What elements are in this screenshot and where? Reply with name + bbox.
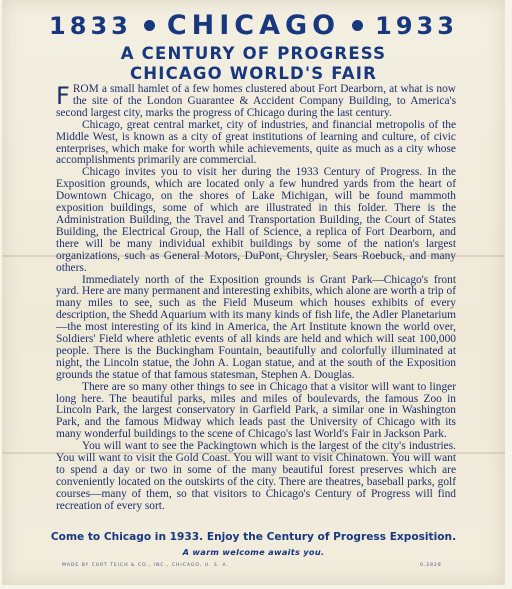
paragraph-text: ROM a small hamlet of a few homes clustered about Fort Dearborn, at what is now the site of the London Guarantee & Accident Company Building, to America's second largest city, marks the progress of Chicago during the last century. <box>56 83 456 119</box>
catalog-code: 0.2828 <box>420 563 442 568</box>
paragraph: Chicago, great central market, city of industries, and financial metropolis of the Middle West, is known as a city of great institutions of learning and culture, of civic enterprises, which make for worth while achievements, quite as much as a city whose accomplishments primarily are commercial. <box>56 118 456 167</box>
paragraph: Chicago invites you to visit her during the 1933 Century of Progress. In the Exposition grounds, which are located only a few hundred yards from the heart of Downtown Chicago, on the shores of Lake Michigan, will be found mammoth exposition buildings, some of which are illustrated in this folder. There is the Administration Building, the Travel and Transportation Building, the Court of States Building, the Electrical Group, the Hall of Science, a replica of Fort Dearborn, and there will be many individual exhibit buildings by some of the nation's largest organizations, such as General Motors, DuPont, Chrysler, Sears Roebuck, and many others. <box>56 166 456 274</box>
paragraph: There are so many other things to see in Chicago that a visitor will want to linger long here. The beautiful parks, miles and miles of boulevards, the famous Zoo in Lincoln Park, the largest conservatory in Garfield Park, a similar one in Washington Park, and the famous Midway which leads past the University of Chicago with its many wonderful buildings to the scene of Chicago's last World's Fair in Jackson Park. <box>56 380 456 441</box>
body-text <box>56 84 456 513</box>
title-banner <box>0 10 507 41</box>
printer-credit: MADE BY CURT TEICH & CO., INC., CHICAGO, U. S. A. <box>62 563 230 568</box>
drop-cap: F <box>56 82 70 110</box>
paragraph: Immediately north of the Exposition grounds is Grant Park—Chicago's front yard. Here are many permanent and interesting exhibits, which alone are worth a trip of many miles to see, such as the Field Museum which houses exhibits of every description, the Shedd Aquarium with its many kinds of fish life, the Adler Planetarium—the most interesting of its kind in America, the Art Institute known the world over, Soldiers' Field where athletic events of all kinds are held and which will seat 100,000 people. There is the Buckingham Fountain, beautifully and colorfully illuminated at night, the Lincoln statue, the John A. Logan statue, and at the south of the Exposition grounds the statue of that famous statesman, Stephen A. Douglas. <box>56 273 456 381</box>
fair-title: CHICAGO WORLD'S FAIR <box>129 64 378 83</box>
city-title: CHICAGO <box>166 10 341 41</box>
year-start: 1833 <box>49 12 132 40</box>
paragraph: You will want to see the Packingtown which is the largest of the city's industries. You will want to visit the Gold Coast. You will want to visit Chinatown. You will want to spend a day or two in some of the many beautiful forest preserves which are conveniently located on the outskirts of the city. There are theatres, baseball parks, golf courses—many of them, so that visitors to Chicago's Century of Progress will find recreation of every sort. <box>56 440 456 512</box>
bullet-dot-icon <box>144 20 155 31</box>
bullet-dot-icon <box>352 20 363 31</box>
year-end: 1933 <box>375 12 458 40</box>
closing-welcome: A warm welcome awaits you. <box>182 547 325 557</box>
paragraph <box>56 84 456 120</box>
subtitle: A CENTURY OF PROGRESS <box>120 44 387 63</box>
closing-invitation: Come to Chicago in 1933. Enjoy the Century of Progress Exposition. <box>50 531 457 543</box>
